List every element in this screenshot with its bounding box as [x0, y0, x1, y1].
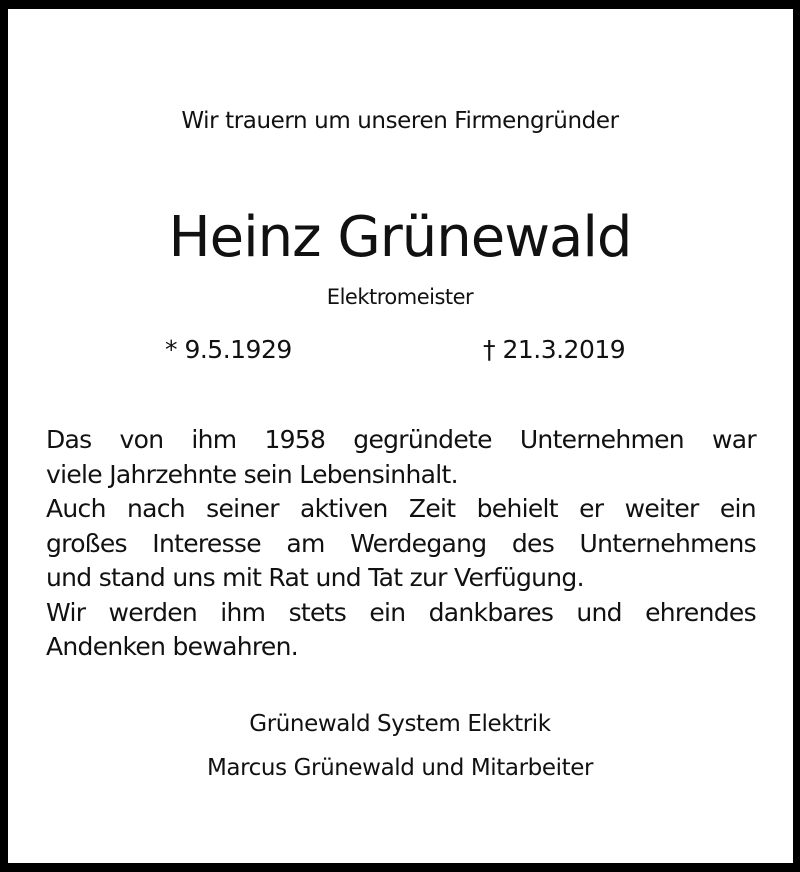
body-word: ein [719, 494, 756, 523]
body-word: Interesse [152, 528, 261, 558]
body-line [46, 492, 756, 527]
body-word: Werdegang [350, 528, 487, 558]
body-word: Zeit [408, 494, 456, 523]
signature-company: Grünewald System Elektrik [249, 711, 551, 737]
body-word: ihm [191, 425, 237, 454]
signature-people: Marcus Grünewald und Mitarbeiter [206, 755, 594, 781]
body-line: und stand uns mit Rat und Tat zur Verfügung. [46, 563, 584, 592]
body-word: ehrendes [645, 597, 756, 627]
intro-line: Wir trauern um unseren Firmengründer [181, 108, 619, 134]
body-word: behielt [476, 494, 558, 523]
body-line [46, 596, 756, 631]
body-word: nach [126, 494, 185, 523]
body-word: des [511, 528, 555, 558]
body-word: Unternehmen [519, 425, 684, 454]
body-word: ihm [220, 597, 266, 627]
body-word: von [119, 425, 164, 454]
body-word: am [286, 528, 325, 558]
body-word: Wir [46, 597, 86, 627]
body-word: aktiven [300, 494, 388, 523]
body-word: Das [46, 425, 92, 454]
body-line: Andenken bewahren. [46, 632, 298, 661]
body-word: Unternehmens [579, 528, 756, 558]
notice-body-text [46, 423, 756, 665]
body-word: gegründete [353, 425, 492, 454]
body-word: stets [288, 597, 347, 627]
profession: Elektromeister [326, 285, 474, 309]
body-word: und [576, 597, 622, 627]
deceased-name: Heinz Grünewald [168, 205, 632, 270]
body-line [46, 527, 756, 562]
body-word: dankbares [428, 597, 554, 627]
body-word: Auch [46, 494, 106, 523]
body-word: werden [108, 597, 198, 627]
body-word: 1958 [264, 425, 326, 454]
body-line: viele Jahrzehnte sein Lebensinhalt. [46, 459, 458, 489]
body-word: war [711, 425, 756, 454]
body-word: weiter [624, 494, 699, 523]
birth-date: * 9.5.1929 [165, 335, 292, 364]
body-line [46, 423, 756, 458]
death-date: † 21.3.2019 [483, 335, 626, 364]
body-word: seiner [206, 494, 279, 523]
body-word: er [579, 494, 604, 523]
body-word: großes [46, 528, 127, 558]
body-word: ein [369, 597, 406, 627]
